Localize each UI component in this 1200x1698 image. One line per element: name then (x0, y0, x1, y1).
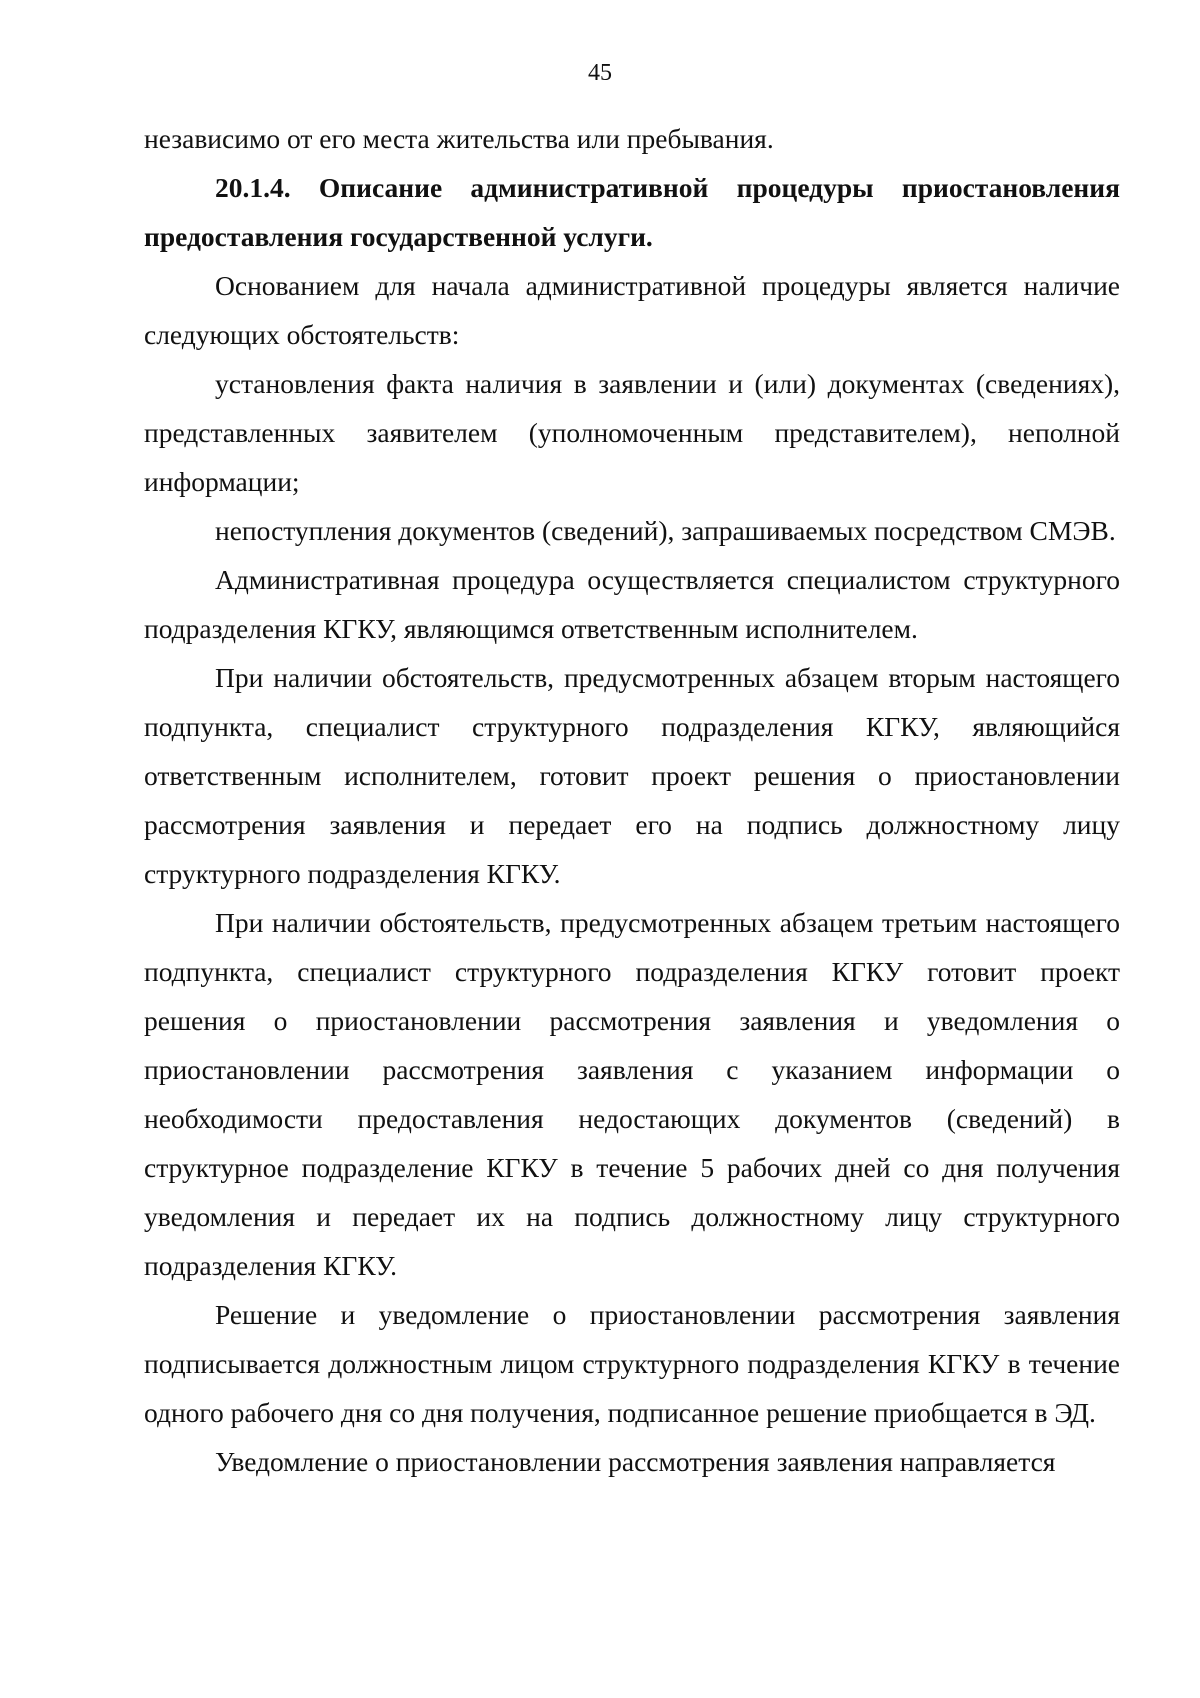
page-number: 45 (588, 60, 612, 86)
paragraph: Уведомление о приостановлении рассмотрения заявления направляется (215, 1446, 1056, 1477)
paragraph: Административная процедура осуществляется специалистом структурного подразделения КГКУ, являющимся ответственным исполнителем. (144, 564, 1120, 644)
section-heading: 20.1.4. Описание административной процедуры приостановления предоставления государственной услуги. (144, 172, 1120, 252)
paragraph: Решение и уведомление о приостановлении рассмотрения заявления подписывается должностным лицом структурного подразделения КГКУ в течение одного рабочего дня со дня получения, подписанное решение приобщается в ЭД. (144, 1299, 1120, 1428)
paragraph: При наличии обстоятельств, предусмотренных абзацем вторым настоящего подпункта, специалист структурного подразделения КГКУ, являющийся ответственным исполнителем, готовит проект решения о приостановлении рассмотрения заявления и передает его на подпись должностному лицу структурного подразделения КГКУ. (144, 662, 1120, 889)
paragraph: При наличии обстоятельств, предусмотренных абзацем третьим настоящего подпункта, специалист структурного подразделения КГКУ готовит проект решения о приостановлении рассмотрения заявления и уведомления о приостановлении рассмотрения заявления с указанием информации о необходимости предоставления недостающих документов (сведений) в структурное подразделение КГКУ в течение 5 рабочих дней со дня получения уведомления и передает их на подпись должностному лицу структурного подразделения КГКУ. (144, 907, 1120, 1281)
paragraph: непоступления документов (сведений), запрашиваемых посредством СМЭВ. (215, 515, 1116, 546)
paragraph-continuation: независимо от его места жительства или пребывания. (144, 123, 774, 154)
paragraph: установления факта наличия в заявлении и (или) документах (сведениях), представленных заявителем (уполномоченным представителем), неполной информации; (144, 368, 1120, 497)
body-text (144, 114, 1120, 1486)
paragraph: Основанием для начала административной процедуры является наличие следующих обстоятельств: (144, 270, 1120, 350)
